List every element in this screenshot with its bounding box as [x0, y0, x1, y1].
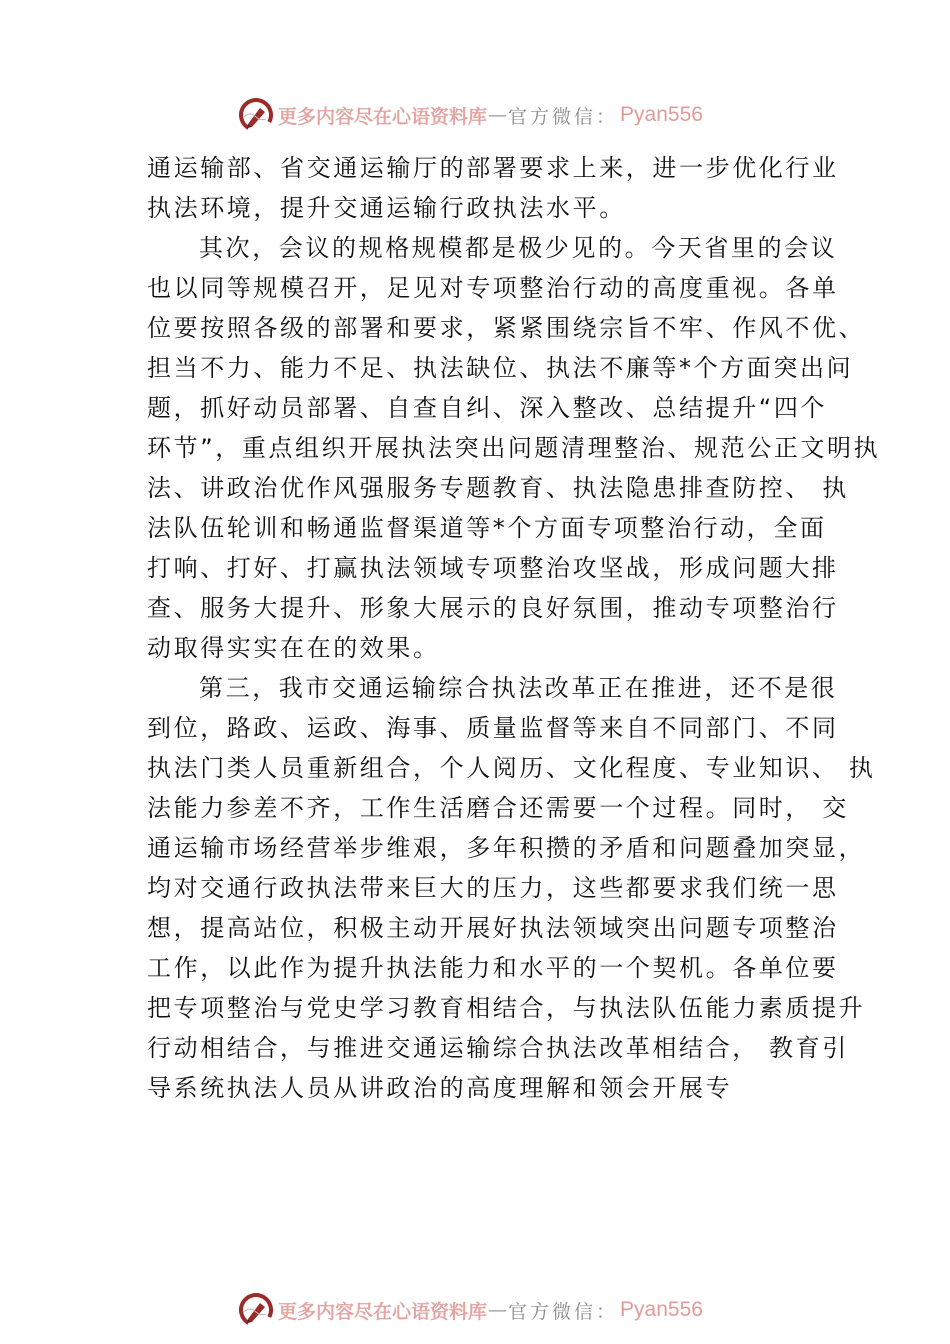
- separator-dash: —: [488, 104, 508, 126]
- text-line: 执法环境，提升交通运输行政执法水平。: [147, 194, 626, 222]
- text-line: 均对交通行政执法带来巨大的压力，这些都要求我们统一思: [147, 874, 839, 902]
- pen-nib-logo-icon: [238, 1292, 274, 1328]
- text-line: 查、服务大提升、形象大展示的良好氛围，推动专项整治行: [147, 594, 839, 622]
- text-line: 环节”，重点组织开展执法突出问题清理整治、规范公正文明执: [147, 434, 881, 462]
- text-line: 导系统执法人员从讲政治的高度理解和领会开展专: [147, 1074, 733, 1102]
- text-line: 执法门类人员重新组合，个人阅历、文化程度、专业知识、 执: [147, 754, 876, 782]
- separator-dash: —: [488, 1299, 508, 1321]
- text-line: 法能力参差不齐，工作生活磨合还需要一个过程。同时， 交: [147, 794, 849, 822]
- text-line: 位要按照各级的部署和要求，紧紧围绕宗旨不牢、作风不优、: [147, 314, 866, 342]
- document-body: [147, 148, 881, 1108]
- text-line: 动取得实实在在的效果。: [147, 634, 440, 662]
- text-line: 把专项整治与党史学习教育相结合，与执法队伍能力素质提升: [147, 994, 866, 1022]
- site-name-text: 更多内容尽在心语资料库: [278, 105, 488, 128]
- text-line: 工作，以此作为提升执法能力和水平的一个契机。各单位要: [147, 954, 839, 982]
- wechat-id: Pyan556: [620, 103, 703, 126]
- wechat-label: 官方微信：: [508, 1300, 619, 1323]
- paragraph-start-line: 其次，会议的规格规模都是极少见的。今天省里的会议: [199, 234, 838, 262]
- text-line: 担当不力、能力不足、执法缺位、执法不廉等*个方面突出问: [147, 354, 854, 382]
- pen-nib-logo-icon: [238, 97, 274, 133]
- text-line: 到位，路政、运政、海事、质量监督等来自不同部门、不同: [147, 714, 839, 742]
- text-line: 法队伍轮训和畅通监督渠道等*个方面专项整治行动，全面: [147, 514, 827, 542]
- text-line: 通运输市场经营举步维艰，多年积攒的矛盾和问题叠加突显，: [147, 834, 866, 862]
- header-watermark-banner: [238, 95, 703, 135]
- wechat-id: Pyan556: [620, 1298, 703, 1321]
- text-line: 打响、打好、打赢执法领域专项整治攻坚战，形成问题大排: [147, 554, 839, 582]
- text-line: 题，抓好动员部署、自查自纠、深入整改、总结提升“四个: [147, 394, 828, 422]
- text-line: 法、讲政治优作风强服务专题教育、执法隐患排查防控、 执: [147, 474, 849, 502]
- paragraph-start-line: 第三，我市交通运输综合执法改革正在推进，还不是很: [199, 674, 838, 702]
- footer-watermark-banner: [238, 1290, 703, 1330]
- site-name-text: 更多内容尽在心语资料库: [278, 1300, 488, 1323]
- text-line: 行动相结合，与推进交通运输综合执法改革相结合， 教育引: [147, 1034, 849, 1062]
- text-line: 通运输部、省交通运输厅的部署要求上来，进一步优化行业: [147, 154, 839, 182]
- text-line: 也以同等规模召开，足见对专项整治行动的高度重视。各单: [147, 274, 839, 302]
- wechat-label: 官方微信：: [508, 105, 619, 128]
- text-line: 想，提高站位，积极主动开展好执法领域突出问题专项整治: [147, 914, 839, 942]
